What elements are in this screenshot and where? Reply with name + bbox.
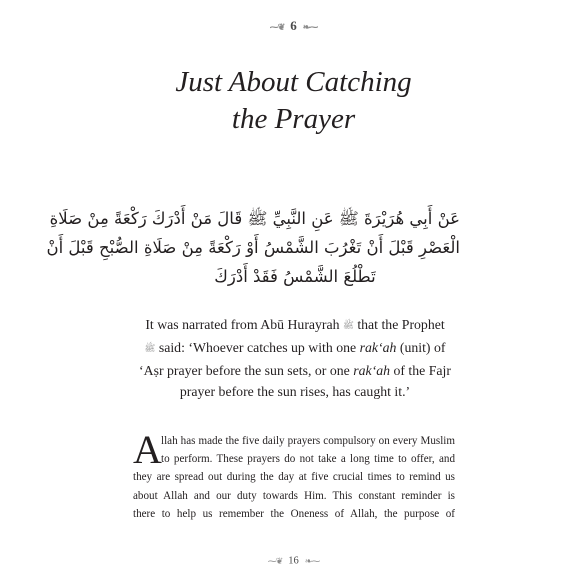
chapter-title-line: the Prayer — [231, 103, 356, 135]
arabic-line: الْعَصْرِ قَبْلَ أَنْ تَغْرُبَ الشَّمْسُ أَوْ رَكْعَةً مِنْ صَلَاةِ الصُّبْحِ قَبْلَ أَنْ — [46, 238, 460, 257]
body-paragraph — [133, 427, 455, 523]
drop-cap: A — [133, 427, 162, 472]
body-line: to perform. These prayers do not take a long time to offer, and — [161, 453, 455, 466]
page-number: 16 — [288, 555, 299, 567]
leaf-ornament-icon: ❧⁓ — [304, 556, 320, 566]
translation-line: ‘Aṣr prayer before the sun sets, or one rak‘ah of the Fajr — [139, 363, 451, 378]
translation-line: prayer before the sun rises, has caught it.’ — [179, 384, 411, 399]
chapter-number: 6 — [290, 18, 297, 33]
arabic-hadith-text — [46, 204, 460, 291]
leaf-ornament-icon: ⁓❦ — [267, 556, 283, 566]
body-line: there to help us remember the Oneness of Allah, the purpose of — [133, 507, 455, 520]
body-line: about Allah and our duty towards Him. This constant reminder is — [133, 489, 455, 502]
leaf-ornament-icon: ❧⁓ — [302, 22, 318, 33]
body-line: llah has made the five daily prayers compulsory on every Muslim — [161, 435, 455, 447]
translation-line: It was narrated from Abū Hurayrah ﷺ that the Prophet — [120, 314, 470, 337]
arabic-line: تَطْلُعَ الشَّمْسُ فَقَدْ أَدْرَكَ — [214, 267, 376, 286]
honorific-icon: ﷺ — [343, 321, 354, 331]
chapter-marker — [0, 18, 587, 35]
leaf-ornament-icon: ⁓❦ — [269, 22, 285, 33]
page-footer — [0, 554, 587, 568]
translation-line: ﷺ said: ‘Whoever catches up with one rak‘ah (unit) of — [120, 337, 470, 360]
chapter-title-line: Just About Catching — [175, 66, 412, 98]
body-line: they are spread out during the day at five crucial times to remind us — [133, 471, 455, 484]
chapter-title — [0, 64, 587, 138]
arabic-line: عَنْ أَبِي هُرَيْرَةَ ﷺ عَنِ النَّبِيِّ ﷺ قَالَ مَنْ أَدْرَكَ رَكْعَةً مِنْ صَلَاةِ — [49, 209, 460, 228]
honorific-icon: ﷺ — [144, 344, 156, 354]
hadith-translation — [120, 314, 470, 402]
